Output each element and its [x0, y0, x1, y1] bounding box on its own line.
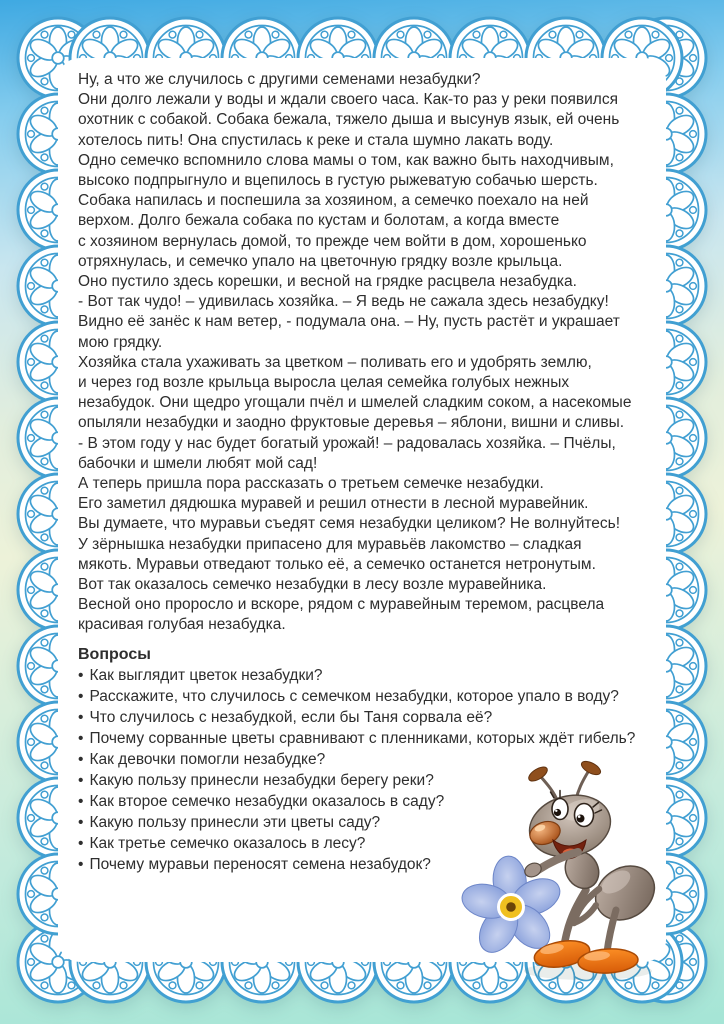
story-line: мою грядку.: [78, 333, 163, 351]
story-line: Хозяйка стала ухаживать за цветком – поливать его и удобрять землю,: [78, 353, 592, 371]
antenna-tip-right: [579, 759, 602, 778]
story-line: Его заметил дядюшка муравей и решил отнести в лесной муравейник.: [78, 495, 589, 513]
question-item: [78, 686, 678, 707]
story-line: Видно её занёс к нам ветер, - подумала она. – Ну, пусть растёт и украшает: [78, 313, 620, 331]
question-text: Почему муравьи переносят семена незабудок?: [89, 855, 431, 873]
story-line: опыляли незабудки и заодно фруктовые деревья – яблони, вишни и сливы.: [78, 414, 625, 432]
forget-me-not-flower: [459, 855, 566, 959]
bullet-icon: •: [78, 687, 84, 705]
question-text: Как выглядит цветок незабудки?: [89, 666, 323, 684]
flower-core: [506, 902, 516, 912]
question-item: [78, 707, 678, 728]
story-line: Весной оно проросло и вскоре, рядом с муравейным теремом, расцвела: [78, 596, 605, 614]
questions-heading: Вопросы: [78, 645, 151, 663]
story-line: Собака напилась и поспешила за хозяином, а семечко поехало на ней: [78, 192, 589, 210]
story-text: [78, 70, 678, 636]
story-line: Вот так оказалось семечко незабудки в лесу возле муравейника.: [78, 576, 547, 594]
question-text: Почему сорванные цветы сравнивают с пленниками, которых ждёт гибель?: [89, 729, 636, 747]
story-line: Они долго лежали у воды и ждали своего часа. Как-то раз у реки появился: [78, 91, 618, 109]
bullet-icon: •: [78, 771, 84, 789]
story-line: незабудок. Они щедро угощали пчёл и шмелей сладким соком, а насекомые: [78, 394, 632, 412]
bullet-icon: •: [78, 708, 84, 726]
story-line: верхом. Долго бежала собака по кустам и болотам, а когда вместе: [78, 212, 560, 230]
bullet-icon: •: [78, 834, 84, 852]
question-text: Как девочки помогли незабудке?: [89, 750, 326, 768]
story-line: высоко подпрыгнуло и вцепилось в густую рыжеватую собачью шерсть.: [78, 172, 598, 190]
question-text: Как второе семечко незабудки оказалось в саду?: [89, 792, 445, 810]
question-text: Какую пользу принесли эти цветы саду?: [89, 813, 381, 831]
question-item: [78, 665, 678, 686]
story-line: Вы думаете, что муравьи съедят семя незабудки целиком? Не волнуйтесь!: [78, 515, 621, 533]
ant-eye-right: [575, 804, 594, 827]
antenna-left: [541, 777, 558, 802]
story-line: - В этом году у нас будет богатый урожай! – радовалась хозяйка. – Пчёлы,: [78, 434, 616, 452]
story-line: Оно пустило здесь корешки, и весной на грядке расцвела незабудка.: [78, 273, 577, 291]
story-line: хотелось пить! Она спустилась к реке и стала шумно лакать воду.: [78, 131, 554, 149]
bullet-icon: •: [78, 750, 84, 768]
story-line: красивая голубая незабудка.: [78, 616, 286, 634]
story-line: - Вот так чудо! – удивилась хозяйка. – Я ведь не сажала здесь незабудку!: [78, 293, 609, 311]
story-line: мякоть. Муравьи отведают только её, а семечко останется нетронутым.: [78, 555, 596, 573]
story-line: с хозяином вернулась домой, то прежде чем войти в дом, хорошенько: [78, 232, 587, 250]
question-text: Как третье семечко оказалось в лесу?: [89, 834, 366, 852]
story-line: и через год возле крыльца выросла целая семейка голубых нежных: [78, 374, 570, 392]
bullet-icon: •: [78, 729, 84, 747]
bullet-icon: •: [78, 666, 84, 684]
bullet-icon: •: [78, 855, 84, 873]
story-line: Одно семечко вспомнило слова мамы о том, как важно быть находчивым,: [78, 151, 614, 169]
question-text: Расскажите, что случилось с семечком незабудки, которое упало в воду?: [89, 687, 619, 705]
story-line: отряхнулась, и семечко упало на цветочную грядку возле крыльца.: [78, 252, 563, 270]
ant-illustration: [440, 740, 680, 990]
bullet-icon: •: [78, 813, 84, 831]
story-line: А теперь пришла пора рассказать о третьем семечке незабудки.: [78, 475, 544, 493]
story-line: У зёрнышка незабудки припасено для муравьёв лакомство – сладкая: [78, 535, 582, 553]
bullet-icon: •: [78, 792, 84, 810]
story-line: охотник с собакой. Собака бежала, тяжело дыша и высунув язык, ей очень: [78, 111, 620, 129]
question-text: Какую пользу принесли незабудки берегу реки?: [89, 771, 434, 789]
ant-eye-left: [552, 799, 568, 820]
question-text: Что случилось с незабудкой, если бы Таня сорвала её?: [89, 708, 493, 726]
story-line: Ну, а что же случилось с другими семенами незабудки?: [78, 71, 481, 88]
story-line: бабочки и шмели любят мой сад!: [78, 454, 318, 472]
